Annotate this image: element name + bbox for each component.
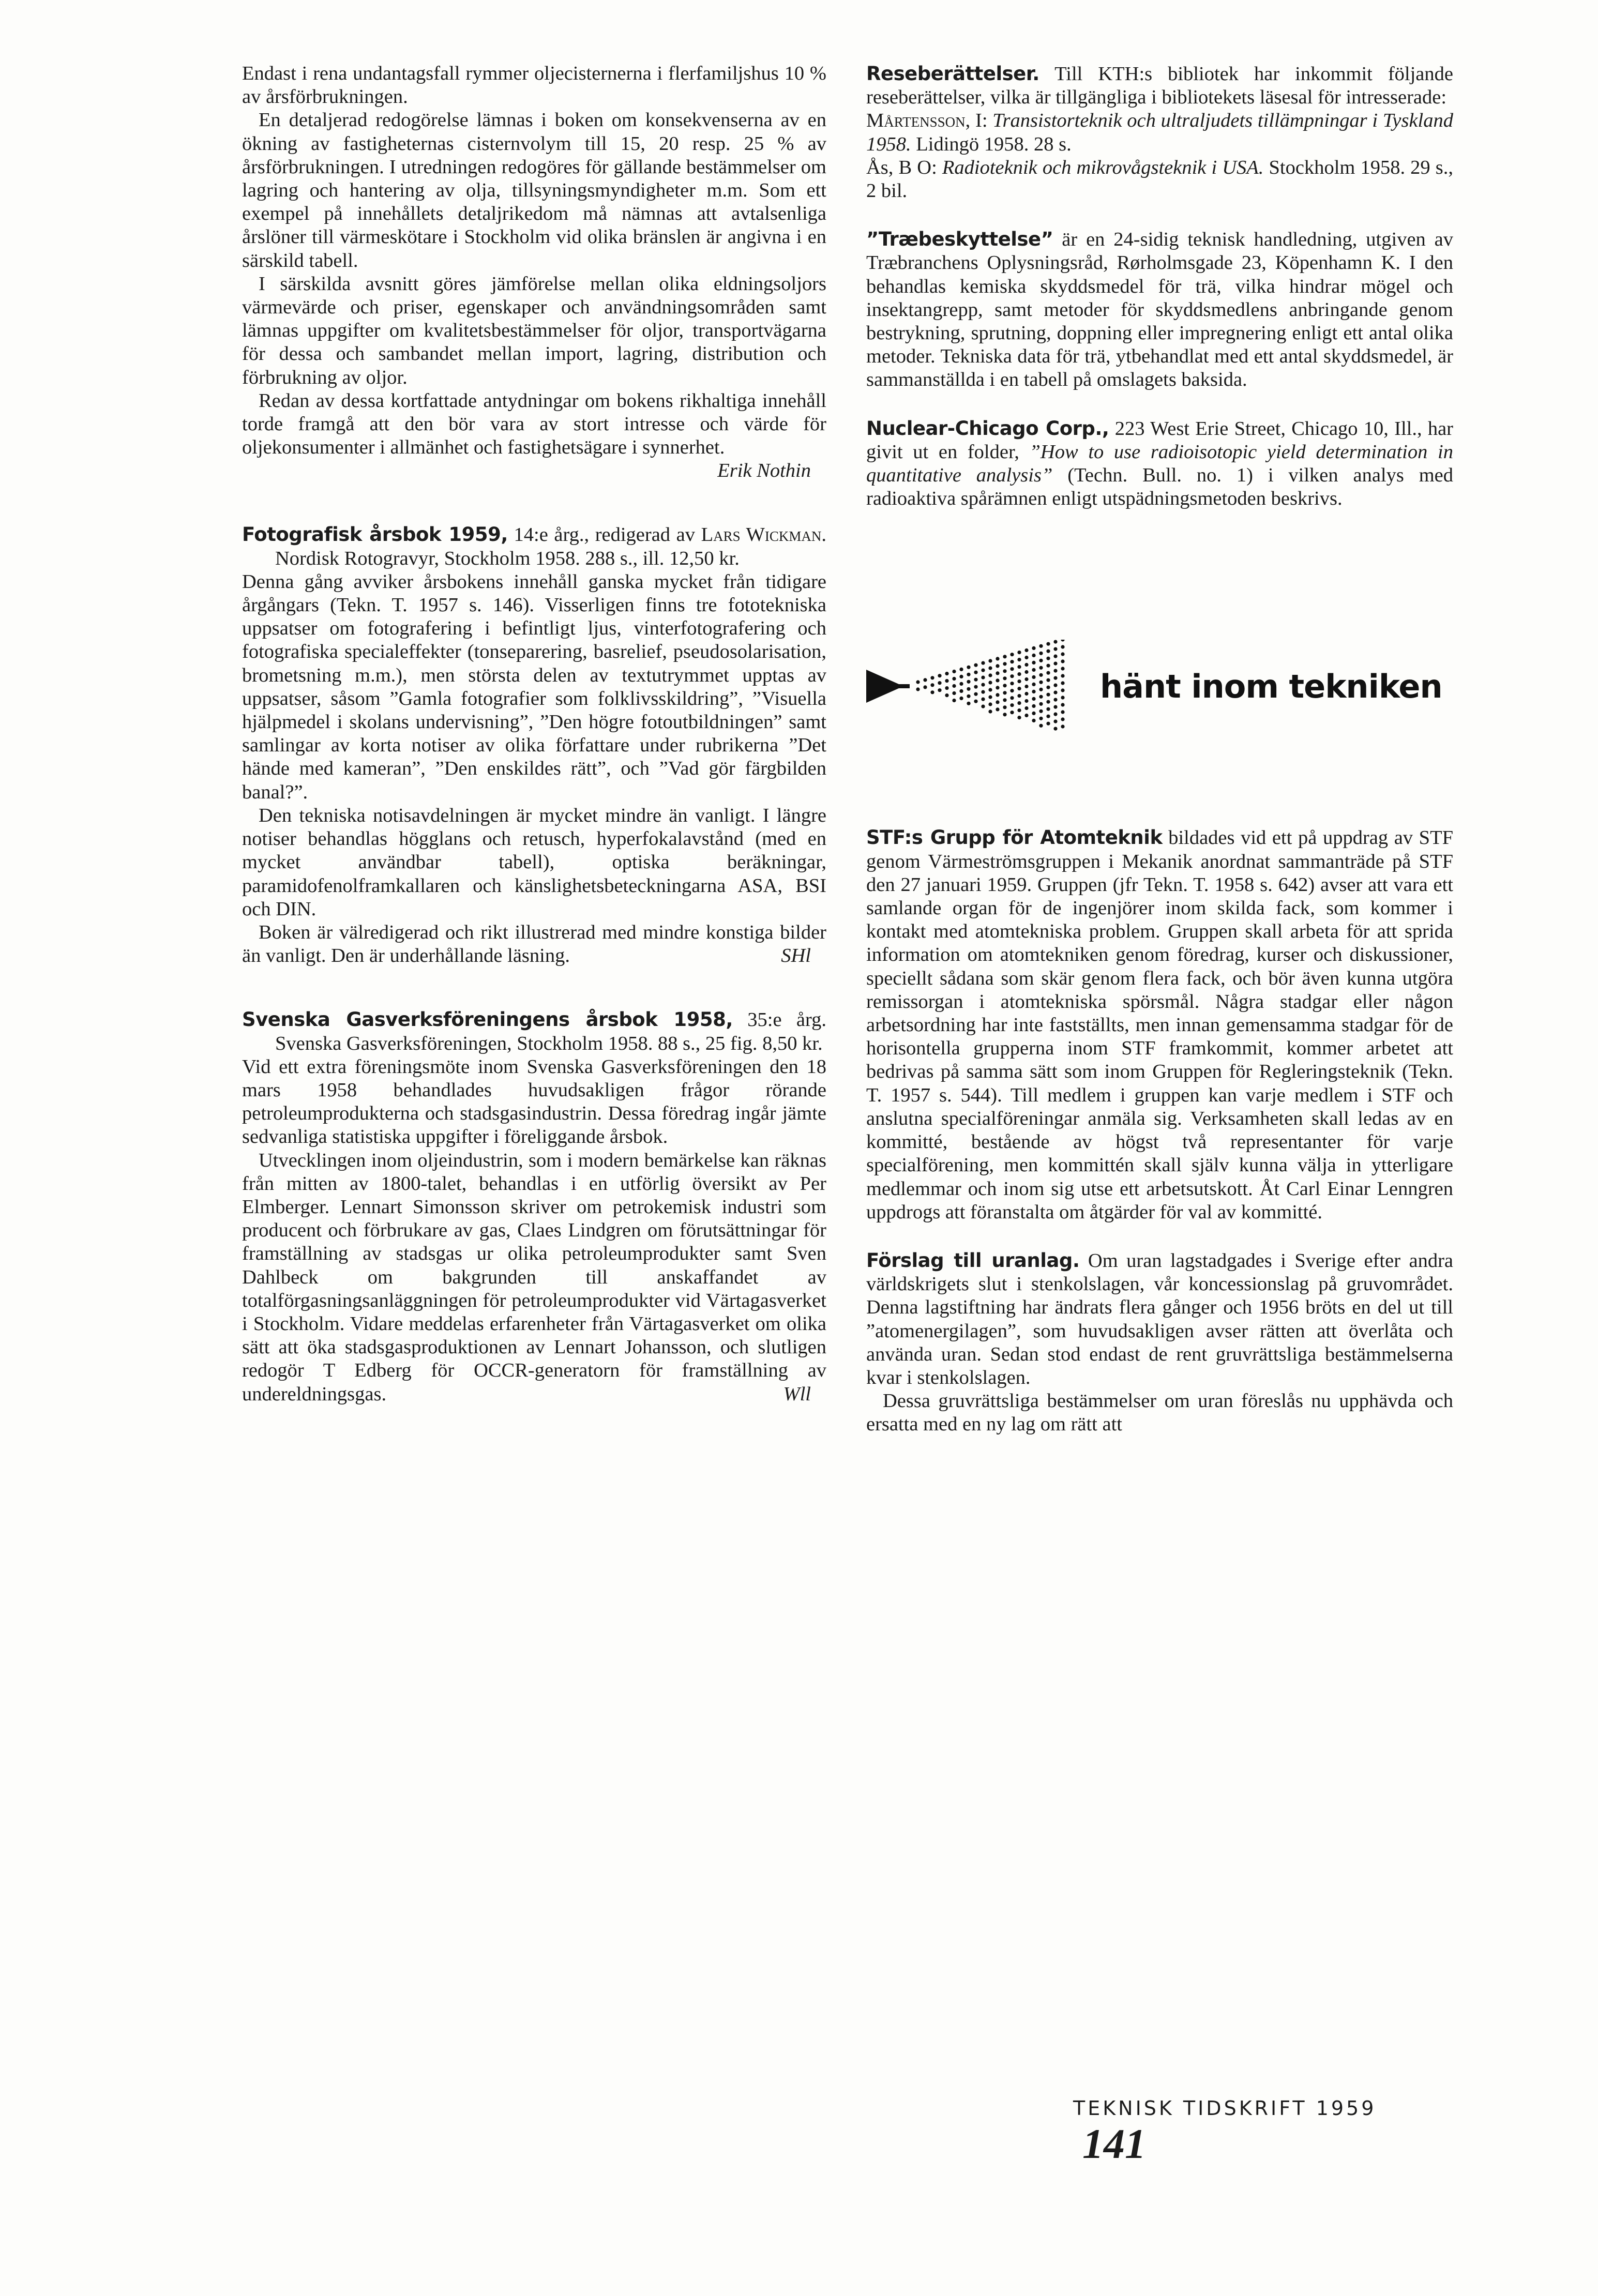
page-number: 141 [1082, 2120, 1146, 2167]
review-heading [242, 1008, 826, 1055]
folder-title: ”How to use radioisotopic yield determination in quantitative analysis” [866, 441, 1453, 487]
paragraph: I särskilda avsnitt göres jämförelse mellan olika eldningsoljors värmevärde och priser, egenskaper och användningsområden samt lämnas uppgifter om kvalitetsbestämmelser för oljor, transportvägarna för dessa och sambandet mellan import, lagring, distribution och förbrukning av oljor. [242, 273, 826, 388]
paragraph [242, 921, 826, 968]
section-header [866, 640, 1453, 743]
review-title: Fotografisk årsbok 1959, [242, 523, 508, 546]
report-author: Ås, B O: [866, 156, 942, 178]
left-column [242, 62, 826, 1406]
paragraph: Vid ett extra föreningsmöte inom Svenska Gasverksföreningen den 18 mars 1958 behandlades huvudsakligen frågor rörande petroleumprodukterna och stadsgasindustrin. Dessa föredrag ingår jämte sedvanliga statistiska uppgifter i föreliggande årsbok. [242, 1055, 826, 1148]
item-text: bildades vid ett på uppdrag av STF genom Värmeströmsgruppen i Mekanik anordnat sammanträde på STF den 27 januari 1959. Gruppen (jfr Tekn. T. 1958 s. 642) avser att vara ett samlande organ för de ingenjörer inom skilda fack, som kommer i kontakt med atomtekniska problem. Gruppen skall arbeta för att sprida information om atomtekniken genom föredrag, kurser och diskussioner, speciellt sådana som skär genom flera fack, och bör även kunna utgöra remissorgan i atomtekniska spörsmål. Några stadgar eller någon arbetsordning har inte fastställts, men innan gemensamma stadgar för de horisontella grupperna inom STF framkommit, kommer arbetet att bedrivas på samma sätt som inom Gruppen för Regleringsteknik (Tekn. T. 1957 s. 544). Till medlem i gruppen kan varje medlem i STF och anslutna specialföreningar anmäla sig. Verksamheten skall ledas av en kommitté, bestående av högst två representanter för varje specialförening, men kommittén skall själv kunna välja in ytterligare medlemmar och inom sig utse ett arbetsutskott. Åt Carl Einar Lenngren uppdrogs att föranstalta om åtgärder för val av kommitté. [866, 827, 1454, 1223]
review-signature: SHl [781, 945, 811, 967]
paragraph-text: Utvecklingen inom oljeindustrin, som i modern bemärkelse kan räknas från mitten av 1800-talet, behandlas i en utförlig översikt av Per Elmberger. Lennart Simonsson skriver om petrokemisk industri som producent och förbrukare av gas, Claes Lindgren om förutsättningar för framställning av stadsgas ur olika petroleumprodukter samt Sven Dahlbeck om bakgrunden till anskaffandet av totalförgasningsanläggningen för petroleumprodukter vid Värtagasverket i Stockholm. Vidare meddelas erfarenheter från Värtagasverket om olika sätt att öka stadsgasproduktionen av Lennart Johansson, och slutligen redogör T Edberg för OCCR-generatorn för framställning av undereldningsgas. [242, 1149, 826, 1405]
paragraph: Den tekniska notisavdelningen är mycket mindre än vanligt. I längre notiser behandlas högglans och retusch, hyperfokalavstånd (med en mycket användbar tabell), optiska beräkningar, paramidofenolframkallaren och känslighetsbeteckningarna ASA, BSI och DIN. [242, 804, 826, 920]
review-signature: Erik Nothin [717, 460, 811, 482]
item-text: är en 24-sidig teknisk handledning, utgiven av Træbranchens Oplysningsråd, Rørholmsgade 23, Köpenhamn K. I den behandlas kemiska skyddsmedel för trä, vilka hindrar mögel och insektangrepp, samt metoder för skyddsmedlens anbringande genom bestrykning, sprutning, doppning eller impregnering enligt ett antal olika metoder. Tekniska data för trä, ytbehandlat med ett antal skyddsmedel, är sammanställda i en tabell på omslagets baksida. [866, 229, 1453, 391]
item-text: (Techn. Bull. no. 1) i vilken analys med radioaktiva spårämnen enligt utspädningsmetoden beskrivs. [866, 464, 1453, 510]
item-title: Nuclear-Chicago Corp., [866, 417, 1109, 440]
item-title: STF:s Grupp för Atomteknik [866, 826, 1163, 849]
arrow-dots-icon [866, 640, 1073, 743]
paragraph: Redan av dessa kortfattade antydningar om bokens rikhaltiga innehåll torde framgå att den bör vara av stort intresse och värde för oljekonsumenter i allmänhet och fastighetsägare i synnerhet. [242, 389, 826, 459]
journal-name: TEKNISK TIDSKRIFT 1959 [1073, 2097, 1377, 2120]
paragraph [242, 1149, 826, 1406]
item-text: 223 West Erie Street, Chicago 10, Ill., har givit ut en folder, [866, 417, 1453, 463]
paragraph: En detaljerad redogörelse lämnas i boken om konsekvenserna av en ökning av fastigheternas cisternvolym till 15, 20 resp. 25 % av årsförbrukningen. I utredningen redogöres för gällande bestämmelser om lagring och hantering av olja, tillsyningsmyndigheter m.m. Som ett exempel på innehållets detaljrikedom må nämnas att avtalsenliga årslöner till värmeskötare i Stockholm vid olika bränslen är angivna i en särskild tabell. [242, 109, 826, 271]
review-fotografisk-arsbok [242, 523, 826, 968]
review-heading [242, 523, 826, 570]
travel-reports [866, 62, 1453, 203]
report-details: Lidingö 1958. 28 s. [911, 133, 1072, 155]
review-heading-text: 35:e årg. Svenska Gasverksföreningen, Stockholm 1958. 88 s., 25 fig. 8,50 kr. [275, 1009, 827, 1054]
section-title: hänt inom tekniken [1100, 668, 1442, 706]
paragraph-text: Boken är välredigerad och rikt illustrerad med mindre konstiga bilder än vanligt. Den är underhållande läsning. [242, 921, 826, 967]
paragraph: Dessa gruvrättsliga bestämmelser om uran föreslås nu upphävda och ersatta med en ny lag om rätt att [866, 1390, 1453, 1436]
review-signature: Wll [783, 1383, 811, 1405]
review-gasverk-arsbok [242, 1008, 826, 1406]
review-oil-book [242, 62, 826, 482]
report-title: Transistorteknik och ultraljudets tillämpningar i Tyskland 1958. [866, 110, 1453, 155]
page-footer [1073, 2097, 1435, 2168]
review-editor: Lars Wickman [701, 524, 822, 546]
stf-atomteknik-notice [866, 826, 1453, 1223]
report-author: Mårtensson [866, 110, 966, 132]
item-title: ”Træbeskyttelse” [866, 228, 1053, 251]
paragraph: Denna gång avviker årsbokens innehåll ganska mycket från tidigare årgångars (Tekn. T. 1957 s. 146). Visserligen finns tre fototekniska uppsatser om fotografering i befintligt ljus, vinterfotografering och fotografiska specialeffekter (tonseparering, basrelief, pseudosolarisation, brometsning m.m.), men största delen av textutrymmet upptas av uppsatser, såsom ”Gamla fotografier som folklivsskildring”, ”Visuella hjälpmedel i skolans undervisning”, ”Den högre fotoutbildningen” samt samlingar av korta notiser av olika författare under rubrikerna ”Det hände med kameran”, ”Den enskildes rätt”, och ”Vad gör färgbilden banal?”. [242, 570, 826, 803]
right-column [866, 62, 1453, 1437]
traebeskyttelse-notice [866, 228, 1453, 391]
item-text: Till KTH:s bibliotek har inkommit följande reseberättelser, vilka är tillgängliga i bibliotekets läsesal för intresserade: [866, 63, 1453, 109]
item-title: Förslag till uranlag. [866, 1249, 1080, 1272]
report-author-initial: , I: [965, 110, 993, 132]
item-text: Om uran lagstadgades i Sverige efter andra världskrigets slut i stenkolslagen, vår koncessionslag på gruvområdet. Denna lagstiftning har ändrats flera gånger och 1956 bröts en del ut till ”atomenergilagen”, som huvudsakligen avser rätten att överlåta och använda uran. Sedan stod endast de rent gruvrättsliga bestämmelserna kvar i stenkolslagen. [866, 1249, 1454, 1388]
nuclear-chicago-notice [866, 417, 1453, 511]
report-details: Stockholm 1958. 29 s., 2 bil. [866, 156, 1453, 202]
review-publisher: . Nordisk Rotogravyr, Stockholm 1958. 288 s., ill. 12,50 kr. [275, 524, 826, 569]
report-title: Radioteknik och mikrovågsteknik i USA. [942, 156, 1264, 178]
review-heading-text: 14:e årg., redigerad av [507, 524, 701, 546]
item-title: Reseberättelser. [866, 63, 1039, 85]
uranlag-notice [866, 1249, 1453, 1389]
review-title: Svenska Gasverksföreningens årsbok 1958, [242, 1008, 733, 1031]
paragraph: Endast i rena undantagsfall rymmer oljecisternerna i flerfamiljshus 10 % av årsförbrukningen. [242, 63, 826, 108]
